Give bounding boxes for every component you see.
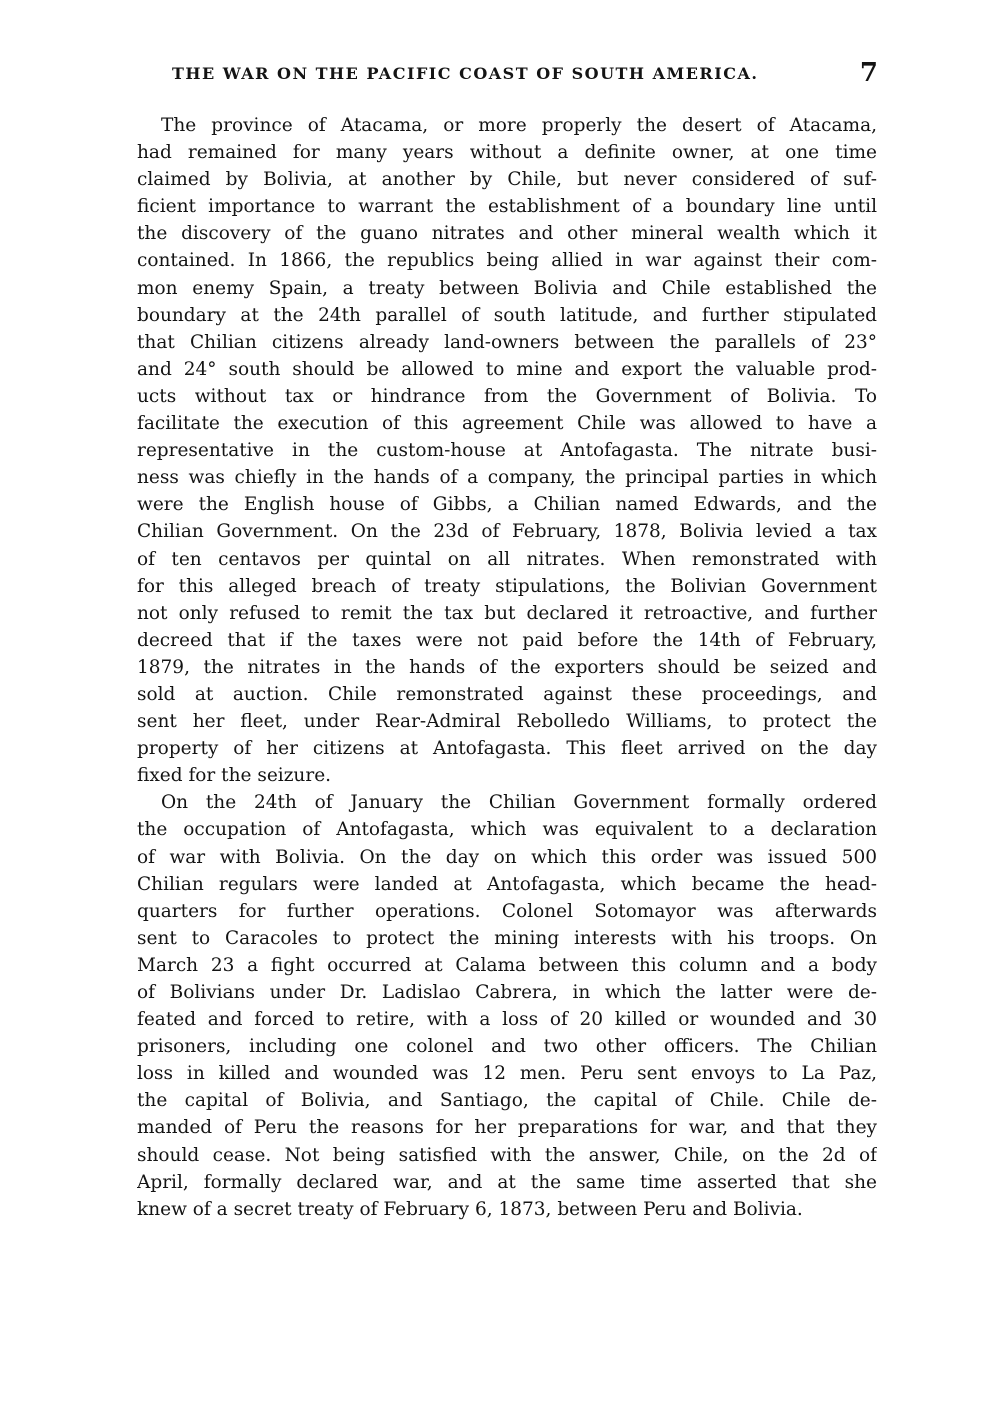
text-line: contained. In 1866, the republics being allied in war against their com- (137, 250, 877, 272)
text-line: the capital of Bolivia, and Santiago, the capital of Chile. Chile de- (137, 1090, 877, 1112)
text-line: knew of a secret treaty of February 6, 1873, between Peru and Bolivia. (137, 1198, 803, 1220)
text-line: fixed for the seizure. (137, 765, 332, 787)
text-line: claimed by Bolivia, at another by Chile, but never considered of suf- (137, 169, 877, 191)
text-line: for this alleged breach of treaty stipulations, the Bolivian Government (137, 575, 877, 597)
body-text (137, 112, 877, 1223)
text-line: decreed that if the taxes were not paid before the 14th of February, (137, 629, 877, 651)
page-number: 7 (859, 58, 878, 88)
text-line: The province of Atacama, or more properly the desert of Atacama, (161, 115, 877, 136)
text-line: feated and forced to retire, with a loss of 20 killed or wounded and 30 (137, 1009, 877, 1031)
text-line: of Bolivians under Dr. Ladislao Cabrera, in which the latter were de- (137, 982, 877, 1003)
text-line: the occupation of Antofagasta, which was equivalent to a declaration (137, 819, 877, 841)
text-line: of war with Bolivia. On the day on which this order was issued 500 (137, 846, 877, 868)
text-line: sent to Caracoles to protect the mining interests with his troops. On (137, 927, 877, 949)
text-line: On the 24th of January the Chilian Government formally ordered (161, 792, 877, 814)
text-line: March 23 a fight occurred at Calama between this column and a body (137, 954, 877, 976)
text-line: Chilian Government. On the 23d of February, 1878, Bolivia levied a tax (137, 521, 877, 543)
text-line: not only refused to remit the tax but declared it retroactive, and further (137, 602, 877, 624)
text-line: sold at auction. Chile remonstrated against these proceedings, and (137, 683, 877, 705)
text-line: mon enemy Spain, a treaty between Bolivia and Chile established the (137, 277, 877, 299)
running-head (172, 58, 878, 92)
text-line: ness was chiefly in the hands of a company, the principal parties in which (137, 467, 877, 489)
text-line: boundary at the 24th parallel of south latitude, and further stipulated (137, 304, 877, 326)
text-line: were the English house of Gibbs, a Chilian named Edwards, and the (137, 494, 877, 516)
text-line: sent her fleet, under Rear-Admiral Rebolledo Williams, to protect the (137, 711, 877, 733)
text-line: prisoners, including one colonel and two other officers. The Chilian (137, 1036, 877, 1058)
text-line: quarters for further operations. Colonel Sotomayor was afterwards (137, 900, 877, 922)
paragraph-declaration-of-war (137, 789, 877, 1223)
text-line: that Chilian citizens already land-owners between the parallels of 23° (137, 331, 877, 353)
text-line: of ten centavos per quintal on all nitrates. When remonstrated with (137, 548, 877, 570)
text-line: had remained for many years without a definite owner, at one time (137, 142, 877, 164)
text-line: Chilian regulars were landed at Antofagasta, which became the head- (137, 873, 877, 895)
text-line: manded of Peru the reasons for her preparations for war, and that they (137, 1117, 877, 1139)
text-line: property of her citizens at Antofagasta. This fleet arrived on the day (137, 738, 877, 760)
paragraph-atacama-dispute (137, 112, 877, 789)
text-line: the discovery of the guano nitrates and other mineral wealth which it (137, 223, 877, 245)
running-title: THE WAR ON THE PACIFIC COAST OF SOUTH AMERICA. (172, 64, 759, 83)
text-line: April, formally declared war, and at the same time asserted that she (137, 1171, 877, 1193)
text-line: 1879, the nitrates in the hands of the exporters should be seized and (137, 656, 877, 678)
text-line: ucts without tax or hindrance from the Government of Bolivia. To (137, 385, 877, 407)
text-line: representative in the custom-house at Antofagasta. The nitrate busi- (137, 440, 877, 462)
text-line: ficient importance to warrant the establishment of a boundary line until (137, 196, 877, 218)
text-line: should cease. Not being satisfied with the answer, Chile, on the 2d of (137, 1144, 877, 1166)
text-line: and 24° south should be allowed to mine and export the valuable prod- (137, 358, 877, 380)
text-line: facilitate the execution of this agreement Chile was allowed to have a (137, 413, 877, 435)
text-line: loss in killed and wounded was 12 men. Peru sent envoys to La Paz, (137, 1063, 877, 1085)
